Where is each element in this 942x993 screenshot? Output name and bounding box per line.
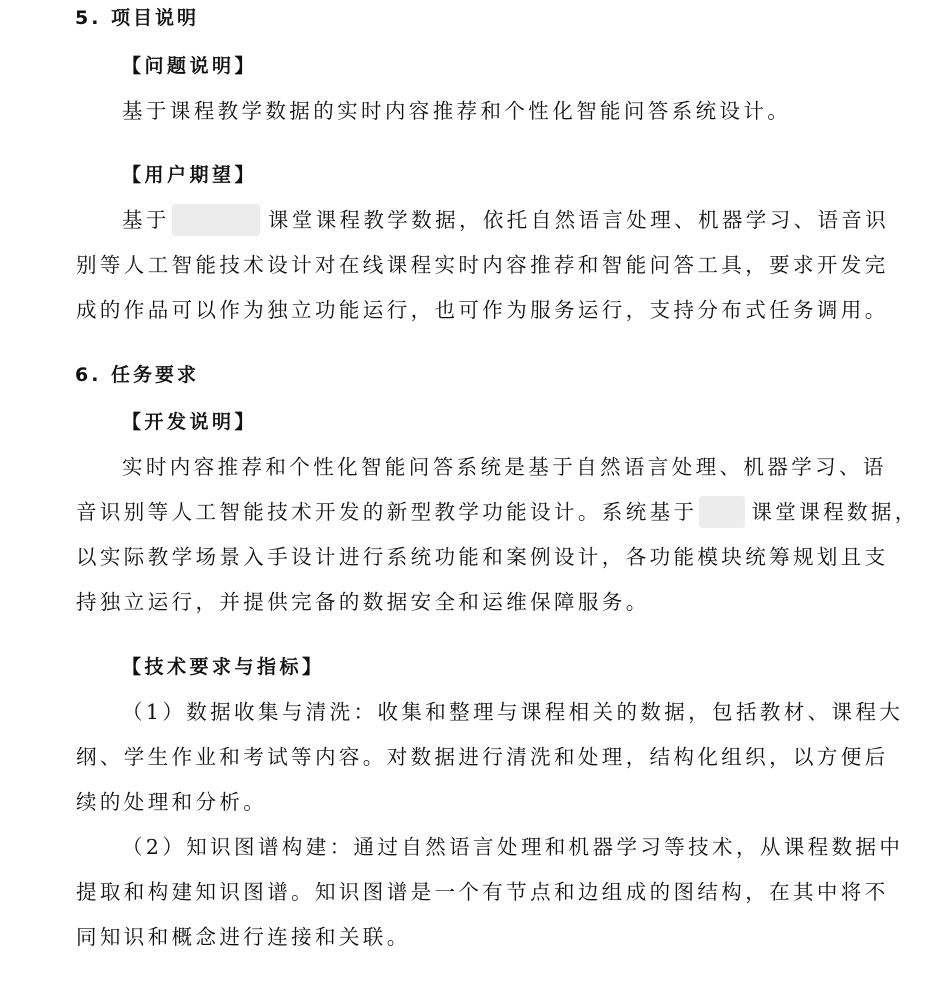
problem-text: 基于课程教学数据的实时内容推荐和个性化智能问答系统设计。 [122,99,792,123]
user-expectation-line-2: 别等人工智能技术设计对在线课程实时内容推荐和智能问答工具，要求开发完 [76,253,889,277]
item-2-line-2: 提取和构建知识图谱。知识图谱是一个有节点和边组成的图结构，在其中将不 [76,880,889,904]
tech-heading: 【技术要求与指标】 [122,656,325,678]
dev-line2-rest: 课堂课程数据， [751,500,919,524]
user-line1-rest: 课堂课程教学数据，依托自然语言处理、机器学习、语音识 [267,208,890,232]
user-line1-prefix: 基于 [122,208,170,232]
dev-line-3: 以实际教学场景入手设计进行系统功能和案例设计，各功能模块统筹规划且支 [76,545,889,569]
dev-line-2 [76,498,919,528]
item-1-line-1: （1）数据收集与清洗：收集和整理与课程相关的数据，包括教材、课程大 [122,700,904,724]
user-expectation-heading: 【用户期望】 [122,164,258,186]
user-expectation-line-3: 成的作品可以作为独立功能运行，也可作为服务运行，支持分布式任务调用。 [76,298,889,322]
dev-line-1: 实时内容推荐和个性化智能问答系统是基于自然语言处理、机器学习、语 [122,455,887,479]
section-6-title: 6. 任务要求 [75,364,200,386]
problem-heading: 【问题说明】 [122,55,258,77]
dev-line-4: 持独立运行，并提供完备的数据安全和运维保障服务。 [76,590,650,614]
user-expectation-line-1 [122,206,889,236]
item-1-line-2: 纲、学生作业和考试等内容。对数据进行清洗和处理，结构化组织，以方便后 [76,745,889,769]
dev-line2-prefix: 音识别等人工智能技术开发的新型教学功能设计。系统基于 [76,500,698,524]
item-1-line-3: 续的处理和分析。 [76,790,268,814]
section-5-title: 5. 项目说明 [75,7,200,29]
dev-heading: 【开发说明】 [122,411,258,433]
item-2-line-3: 同知识和概念进行连接和关联。 [76,925,411,949]
item-2-line-1: （2）知识图谱构建：通过自然语言处理和机器学习等技术，从课程数据中 [122,835,904,859]
redacted-block [699,496,745,528]
redacted-block [172,204,260,236]
